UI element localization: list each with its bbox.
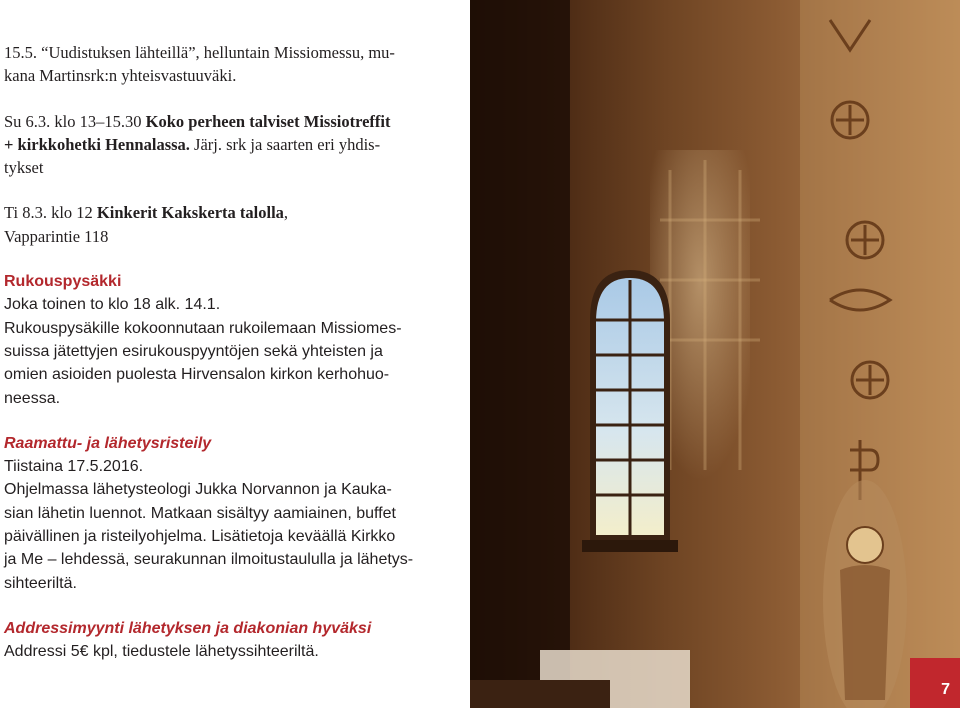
event-address: Vapparintie 118	[4, 226, 109, 246]
event-title: Koko perheen talviset Missiotreffit	[145, 111, 391, 131]
description-line: sian lähetin luennot. Matkaan sisältyy aamiainen, buffet	[4, 504, 396, 522]
event-date: Su 6.3. klo 13–15.30	[4, 111, 146, 131]
event-risteily	[4, 432, 450, 595]
event-line: tykset	[4, 158, 44, 178]
page-number: 7	[941, 681, 950, 698]
event-punct: ,	[283, 203, 289, 223]
description-line: Rukouspysäkille kokoonnutaan rukoilemaan Missiomes-	[4, 319, 402, 337]
description-line: ja Me – lehdessä, seurakunnan ilmoitustaululla ja lähetys-	[4, 551, 414, 569]
section-heading: Addressimyynti lähetyksen ja diakonian hyväksi	[4, 619, 372, 637]
event-uudistus	[4, 41, 450, 88]
event-title: Kinkerit Kakskerta talolla	[96, 203, 284, 223]
event-title-cont: + kirkkohetki Hennalassa.	[4, 134, 190, 154]
description-line: päivällinen ja risteilyohjelma. Lisätietoja keväällä Kirkko	[4, 528, 396, 546]
section-heading: Raamattu- ja lähetysristeily	[4, 434, 212, 452]
arched-window	[582, 270, 678, 552]
section-heading: Rukouspysäkki	[4, 273, 122, 291]
event-rukouspysakki	[4, 270, 450, 410]
event-kinkerit	[4, 201, 450, 248]
text-column	[0, 0, 470, 708]
event-line	[4, 110, 450, 133]
event-adressimyynti	[4, 617, 450, 664]
description-line: sihteeriltä.	[4, 574, 77, 592]
description-line: neessa.	[4, 389, 61, 407]
event-date: Tiistaina 17.5.2016.	[4, 458, 144, 476]
pew	[470, 680, 610, 708]
description-line: Ohjelmassa lähetysteologi Jukka Norvannon ja Kauka-	[4, 481, 392, 499]
event-description	[4, 317, 450, 410]
dark-pillar	[470, 0, 570, 708]
event-line	[4, 133, 450, 156]
event-missiotreffit	[4, 110, 450, 180]
event-line: Joka toinen to klo 18 alk. 14.1.	[4, 296, 221, 314]
church-interior-illustration	[470, 0, 960, 708]
event-line	[4, 201, 450, 224]
church-window-photo	[470, 0, 960, 708]
description-line: omien asioiden puolesta Hirvensalon kirkon kerhohuo-	[4, 366, 390, 384]
description-line: Addressi 5€ kpl, tiedustele lähetyssihteeriltä.	[4, 643, 319, 661]
page-number-badge	[910, 658, 960, 708]
description-line: suissa jätettyjen esirukouspyyntöjen sekä yhteisten ja	[4, 342, 383, 360]
event-line: 15.5. “Uudistuksen lähteillä”, helluntain Missiomessu, mu-	[4, 43, 395, 62]
event-line: kana Martinsrk:n yhteisvastuuväki.	[4, 66, 237, 86]
event-organizer: Järj. srk ja saarten eri yhdis-	[189, 134, 381, 154]
event-date: Ti 8.3. klo 12	[4, 203, 97, 223]
